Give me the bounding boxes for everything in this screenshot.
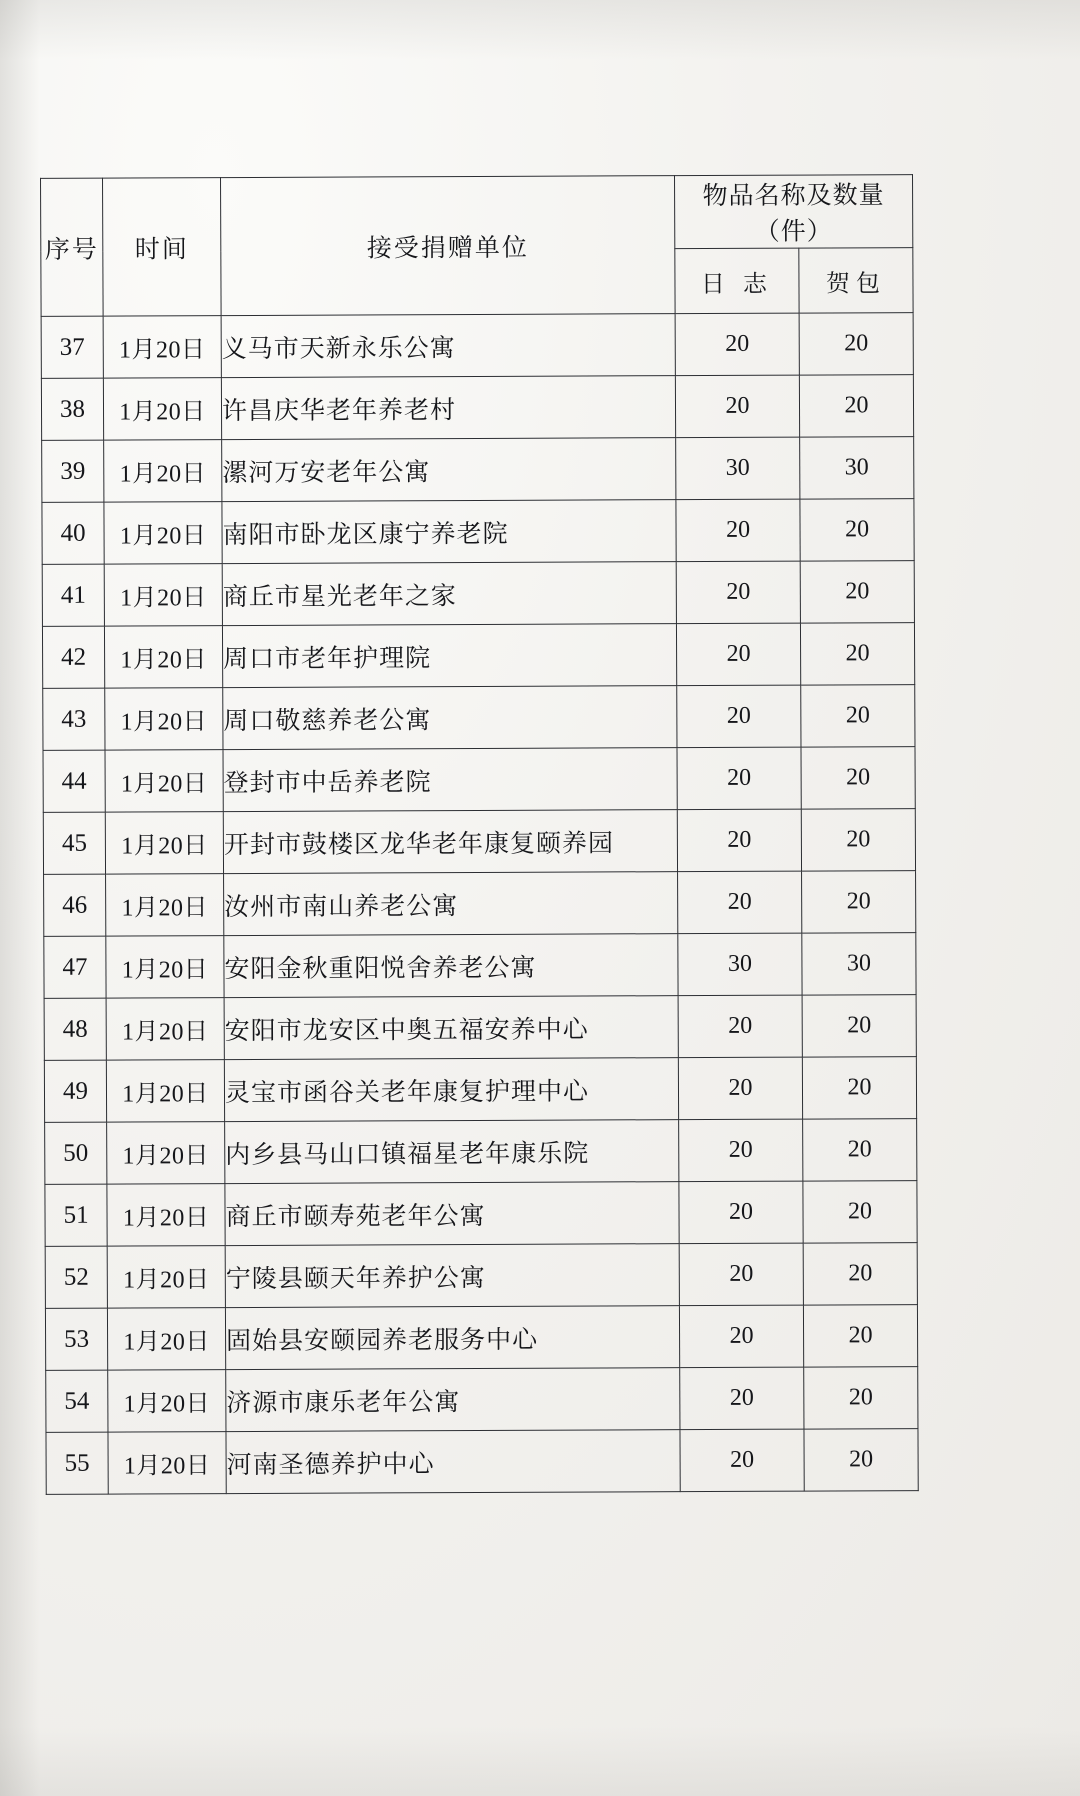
cell-unit: 安阳市龙安区中奥五福安养中心	[224, 996, 678, 1060]
cell-item-bag: 20	[799, 313, 913, 375]
cell-item-log: 30	[676, 437, 800, 500]
cell-date: 1月20日	[106, 998, 224, 1061]
cell-item-bag: 30	[800, 437, 914, 499]
cell-date: 1月20日	[107, 1184, 225, 1247]
cell-unit: 固始县安颐园养老服务中心	[225, 1306, 679, 1370]
cell-seq: 40	[42, 502, 104, 564]
cell-unit: 宁陵县颐天年养护公寓	[225, 1244, 679, 1308]
cell-unit: 周口市老年护理院	[222, 624, 676, 688]
table-row	[45, 1119, 917, 1185]
cell-unit: 许昌庆华老年养老村	[221, 376, 675, 440]
cell-unit: 周口敬慈养老公寓	[223, 686, 677, 750]
column-header-item-log: 日 志	[675, 248, 799, 314]
cell-unit: 登封市中岳养老院	[223, 748, 677, 812]
cell-item-log: 20	[677, 747, 801, 810]
table-row	[45, 1181, 917, 1247]
cell-item-bag: 20	[800, 499, 914, 561]
cell-date: 1月20日	[105, 688, 223, 751]
cell-seq: 45	[43, 812, 105, 874]
cell-item-bag: 20	[800, 623, 914, 685]
cell-date: 1月20日	[108, 1370, 226, 1433]
cell-item-log: 20	[679, 1305, 803, 1368]
cell-item-bag: 20	[802, 995, 916, 1057]
cell-item-log: 20	[678, 995, 802, 1058]
table-body	[41, 313, 918, 1495]
cell-seq: 46	[44, 874, 106, 936]
cell-item-bag: 20	[802, 871, 916, 933]
table-row	[42, 437, 914, 503]
cell-unit: 河南圣德养护中心	[226, 1430, 680, 1494]
table-header-row-1	[41, 175, 913, 252]
cell-seq: 38	[41, 378, 103, 440]
cell-seq: 50	[45, 1122, 107, 1184]
cell-unit: 汝州市南山养老公寓	[224, 872, 678, 936]
cell-seq: 53	[45, 1308, 107, 1370]
donation-records-table	[40, 174, 919, 1495]
cell-item-bag: 20	[802, 1057, 916, 1119]
scan-shadow-left	[0, 0, 40, 1796]
cell-item-log: 20	[677, 809, 801, 872]
cell-seq: 47	[44, 936, 106, 998]
cell-seq: 48	[44, 998, 106, 1060]
cell-item-bag: 20	[801, 747, 915, 809]
column-header-item-bag: 贺包	[799, 248, 913, 313]
cell-unit: 商丘市颐寿苑老年公寓	[225, 1182, 679, 1246]
cell-date: 1月20日	[107, 1308, 225, 1371]
column-header-unit: 接受捐赠单位	[221, 176, 676, 316]
cell-item-log: 20	[679, 1243, 803, 1306]
cell-seq: 37	[41, 316, 103, 378]
cell-seq: 39	[42, 440, 104, 502]
cell-item-log: 20	[675, 313, 799, 376]
cell-item-log: 20	[677, 685, 801, 748]
cell-item-log: 20	[680, 1429, 804, 1492]
cell-date: 1月20日	[103, 316, 221, 379]
table-row	[42, 499, 914, 565]
table-row	[42, 623, 914, 689]
table-row	[45, 1243, 917, 1309]
cell-item-bag: 20	[804, 1367, 918, 1429]
cell-date: 1月20日	[104, 626, 222, 689]
cell-item-bag: 20	[799, 375, 913, 437]
cell-date: 1月20日	[104, 502, 222, 565]
cell-date: 1月20日	[106, 936, 224, 999]
cell-item-log: 20	[676, 499, 800, 562]
cell-date: 1月20日	[103, 378, 221, 441]
table-row	[41, 375, 913, 441]
cell-unit: 安阳金秋重阳悦舍养老公寓	[224, 934, 678, 998]
cell-item-log: 20	[679, 1181, 803, 1244]
cell-item-log: 20	[679, 1119, 803, 1182]
table-row	[44, 995, 916, 1061]
cell-item-bag: 20	[803, 1243, 917, 1305]
table-row	[41, 313, 913, 379]
cell-unit: 南阳市卧龙区康宁养老院	[222, 500, 676, 564]
cell-item-bag: 20	[804, 1429, 918, 1491]
cell-seq: 44	[43, 750, 105, 812]
cell-date: 1月20日	[105, 812, 223, 875]
cell-seq: 49	[44, 1060, 106, 1122]
cell-unit: 开封市鼓楼区龙华老年康复颐养园	[223, 810, 677, 874]
cell-item-log: 20	[680, 1367, 804, 1430]
cell-date: 1月20日	[106, 1060, 224, 1123]
cell-seq: 52	[45, 1246, 107, 1308]
cell-date: 1月20日	[104, 440, 222, 503]
table-row	[44, 871, 916, 937]
cell-unit: 济源市康乐老年公寓	[226, 1368, 680, 1432]
table-row	[43, 747, 915, 813]
column-header-date: 时间	[103, 178, 222, 317]
cell-unit: 商丘市星光老年之家	[222, 562, 676, 626]
cell-date: 1月20日	[104, 564, 222, 627]
table-header	[41, 175, 914, 317]
cell-item-bag: 20	[800, 561, 914, 623]
cell-unit: 内乡县马山口镇福星老年康乐院	[225, 1120, 679, 1184]
cell-seq: 54	[46, 1370, 108, 1432]
table-row	[46, 1429, 918, 1495]
cell-seq: 41	[42, 564, 104, 626]
column-header-items-group: 物品名称及数量（件）	[675, 175, 913, 249]
table-row	[45, 1305, 917, 1371]
cell-unit: 漯河万安老年公寓	[222, 438, 676, 502]
cell-item-bag: 20	[801, 685, 915, 747]
table-row	[46, 1367, 918, 1433]
cell-unit: 义马市天新永乐公寓	[221, 314, 675, 378]
cell-item-log: 20	[678, 871, 802, 934]
column-header-seq: 序号	[41, 178, 104, 316]
cell-unit: 灵宝市函谷关老年康复护理中心	[224, 1058, 678, 1122]
cell-date: 1月20日	[105, 750, 223, 813]
cell-date: 1月20日	[108, 1432, 226, 1495]
cell-seq: 42	[42, 626, 104, 688]
document-sheet	[40, 174, 918, 1495]
cell-date: 1月20日	[107, 1122, 225, 1185]
cell-seq: 55	[46, 1432, 108, 1494]
cell-item-bag: 20	[801, 809, 915, 871]
cell-item-bag: 20	[803, 1181, 917, 1243]
table-row	[44, 1057, 916, 1123]
cell-seq: 43	[43, 688, 105, 750]
cell-date: 1月20日	[106, 874, 224, 937]
table-row	[44, 933, 916, 999]
table-row	[43, 809, 915, 875]
scan-shadow-bottom	[0, 1726, 1080, 1796]
cell-date: 1月20日	[107, 1246, 225, 1309]
scan-shadow-top	[0, 0, 1080, 60]
table-row	[43, 685, 915, 751]
cell-item-bag: 20	[803, 1119, 917, 1181]
cell-item-log: 20	[675, 375, 799, 438]
cell-item-log: 20	[676, 623, 800, 686]
cell-seq: 51	[45, 1184, 107, 1246]
cell-item-bag: 30	[802, 933, 916, 995]
cell-item-bag: 20	[803, 1305, 917, 1367]
cell-item-log: 20	[676, 561, 800, 624]
cell-item-log: 30	[678, 933, 802, 996]
table-row	[42, 561, 914, 627]
cell-item-log: 20	[678, 1057, 802, 1120]
